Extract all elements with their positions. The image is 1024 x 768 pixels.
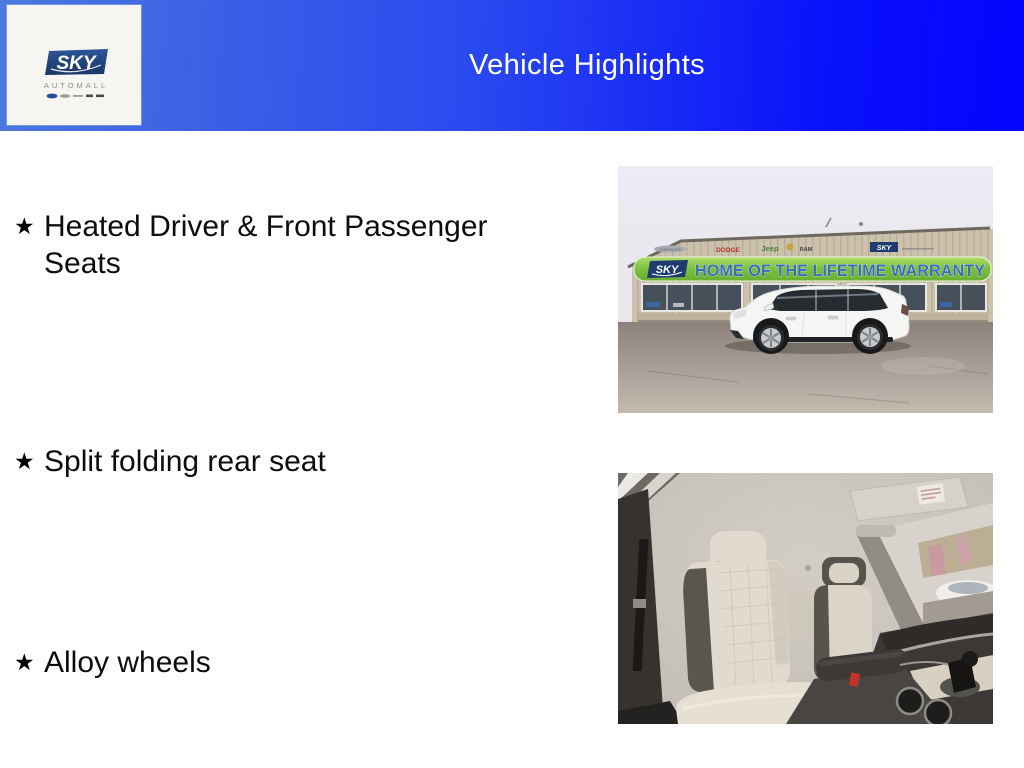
- cup-holder: [897, 688, 923, 714]
- star-bullet-icon: ★: [14, 649, 35, 675]
- logo-brand-marks: [47, 94, 105, 99]
- star-bullet-icon: ★: [14, 448, 35, 474]
- bullet-text: Alloy wheels: [44, 646, 211, 679]
- alloy-wheel-front: [758, 325, 784, 351]
- bullet-alloy-wheels: [14, 644, 519, 681]
- bullet-text: Split folding rear seat: [44, 445, 326, 478]
- sign-sky: SKY: [876, 245, 892, 252]
- lifetime-warranty-banner: [634, 257, 991, 281]
- banner-sky-logo: SKY: [655, 264, 679, 276]
- star-bullet-icon: ★: [14, 213, 35, 239]
- sign-jeep: Jeep: [761, 244, 779, 253]
- bullet-text: Heated Driver & Front Passenger Seats: [44, 210, 488, 280]
- logo-subtitle-text: AUTOMALL: [43, 81, 109, 90]
- sign-chrysler: CHRYSLER: [659, 247, 681, 252]
- page-title: Vehicle Highlights: [468, 49, 706, 81]
- cup-holder: [925, 700, 951, 724]
- sign-ram: RAM: [799, 247, 813, 253]
- sky-automall-logo-icon: [7, 5, 141, 125]
- logo-brand-text: SKY: [56, 53, 96, 74]
- vehicle-exterior-photo: [618, 166, 993, 413]
- vehicle-interior-photo: [618, 473, 993, 724]
- header-banner: [0, 0, 1024, 131]
- dealer-logo: [7, 5, 141, 125]
- sign-dodge: DODGE: [716, 247, 740, 254]
- banner-text: HOME OF THE LIFETIME WARRANTY: [695, 261, 986, 280]
- alloy-wheel-rear: [857, 324, 883, 350]
- bullet-heated-seats: [14, 208, 519, 282]
- bullet-split-rear-seat: [14, 443, 519, 480]
